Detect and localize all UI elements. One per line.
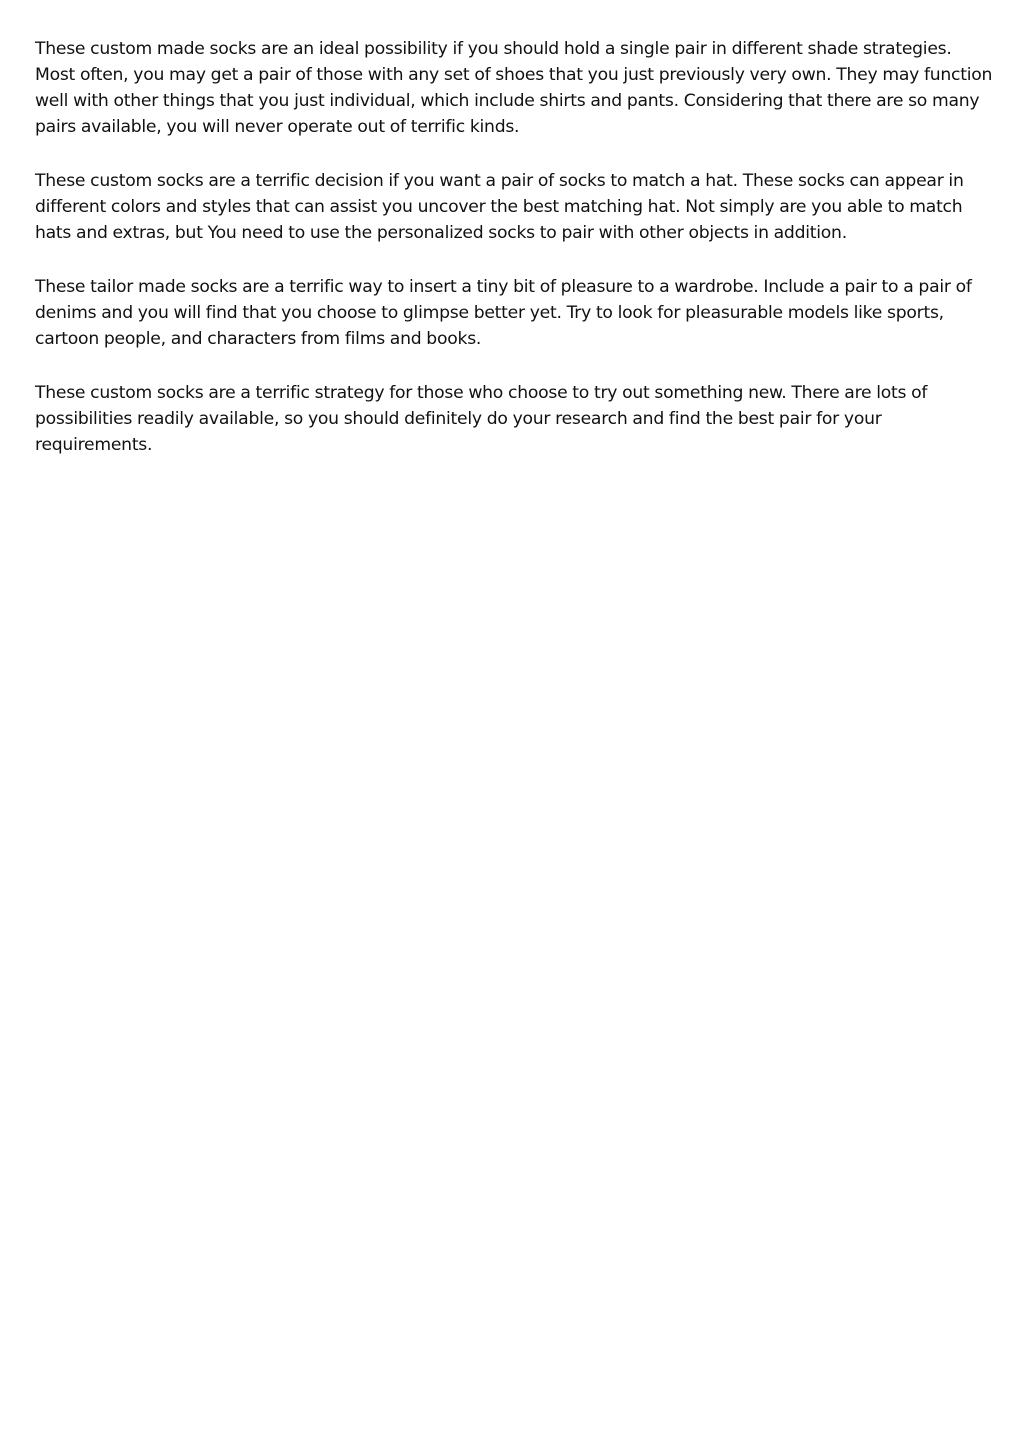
- paragraph-1: These custom made socks are an ideal possibility if you should hold a single pair in different shade strategies. Most often, you may get a pair of those with any set of shoes that you just previously very own. They may function well with other things that you just individual, which include shirts and pants. Considering that there are so many pairs available, you will never operate out of terrific kinds.: [35, 39, 993, 137]
- document-body: [35, 36, 995, 486]
- paragraph-3: These tailor made socks are a terrific way to insert a tiny bit of pleasure to a wardrobe. Include a pair to a pair of denims and you will find that you choose to glimpse better yet. Try to look for pleasurable models like sports, cartoon people, and characters from films and books.: [35, 277, 972, 349]
- paragraph-2: These custom socks are a terrific decision if you want a pair of socks to match a hat. These socks can appear in different colors and styles that can assist you uncover the best matching hat. Not simply are you able to match hats and extras, but You need to use the personalized socks to pair with other objects in addition.: [35, 171, 964, 243]
- paragraph-4: These custom socks are a terrific strategy for those who choose to try out something new. There are lots of possibilities readily available, so you should definitely do your research and find the best pair for your requirements.: [35, 383, 928, 455]
